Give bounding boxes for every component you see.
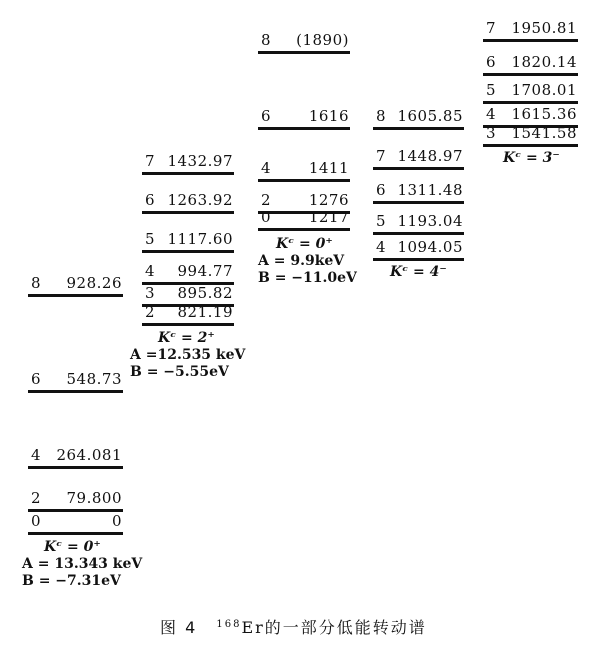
- b-parameter: B = −5.55eV: [130, 364, 229, 380]
- a-parameter: A = 9.9keV: [258, 253, 345, 269]
- level-energy: (1890): [296, 31, 349, 49]
- level-beta-8: [258, 30, 350, 54]
- k-quantum-label: Kᶜ = 2⁺: [158, 330, 215, 346]
- a-parameter: A = 13.343 keV: [22, 556, 143, 572]
- level-spin: 4: [486, 105, 496, 123]
- level-energy: 1708.01: [511, 81, 577, 99]
- level-line: [373, 127, 464, 130]
- level-energy: 1820.14: [511, 53, 577, 71]
- level-spin: 7: [145, 152, 155, 170]
- level-spin: 0: [31, 512, 41, 530]
- level-energy: 1263.92: [167, 191, 233, 209]
- level-k4-4: [373, 237, 464, 261]
- k-quantum-label: Kᶜ = 0⁺: [276, 236, 333, 252]
- level-line: [258, 51, 350, 54]
- level-beta-4: [258, 158, 350, 182]
- a-parameter: A =12.535 keV: [130, 347, 246, 363]
- level-energy: 1432.97: [167, 152, 233, 170]
- level-spin: 5: [376, 212, 386, 230]
- level-energy: 1311.48: [397, 181, 463, 199]
- band-parameters-gamma: [130, 330, 245, 381]
- level-line: [142, 211, 234, 214]
- level-gamma-6: [142, 190, 234, 214]
- level-line: [28, 532, 123, 535]
- level-energy: 548.73: [66, 370, 122, 388]
- level-energy: 1950.81: [511, 19, 577, 37]
- level-k4-8: [373, 106, 464, 130]
- level-energy: 264.081: [56, 446, 122, 464]
- level-gsb-6: [28, 369, 123, 393]
- level-k4-7: [373, 146, 464, 170]
- level-k3-5: [483, 80, 578, 104]
- level-k3-3: [483, 123, 578, 147]
- level-spin: 3: [145, 284, 155, 302]
- level-line: [483, 39, 578, 42]
- level-energy: 1117.60: [167, 230, 233, 248]
- level-energy: 1541.58: [511, 124, 577, 142]
- level-beta-0: [258, 207, 350, 231]
- level-energy: 79.800: [66, 489, 122, 507]
- level-spin: 0: [261, 208, 271, 226]
- level-gsb-0: [28, 511, 123, 535]
- caption-text: 的一部分低能转动谱: [264, 618, 427, 637]
- level-line: [373, 258, 464, 261]
- level-energy: 928.26: [66, 274, 122, 292]
- level-energy: 1411: [308, 159, 349, 177]
- level-spin: 7: [376, 147, 386, 165]
- level-spin: 3: [486, 124, 496, 142]
- level-line: [373, 167, 464, 170]
- level-spin: 7: [486, 19, 496, 37]
- level-line: [28, 466, 123, 469]
- mass-number: 168: [216, 618, 242, 630]
- level-k4-6: [373, 180, 464, 204]
- level-spin: 5: [145, 230, 155, 248]
- level-gamma-4: [142, 261, 234, 285]
- level-spin: 6: [145, 191, 155, 209]
- level-spin: 8: [261, 31, 271, 49]
- level-spin: 8: [31, 274, 41, 292]
- level-spin: 2: [145, 303, 155, 321]
- level-line: [373, 232, 464, 235]
- level-line: [28, 390, 123, 393]
- figure-number: 图 4: [160, 618, 198, 637]
- level-spin: 6: [376, 181, 386, 199]
- level-energy: 1193.04: [397, 212, 463, 230]
- level-gsb-4: [28, 445, 123, 469]
- level-energy: 1616: [308, 107, 349, 125]
- level-line: [28, 294, 123, 297]
- level-spin: 5: [486, 81, 496, 99]
- level-line: [142, 172, 234, 175]
- b-parameter: B = −11.0eV: [258, 270, 357, 286]
- level-spin: 4: [261, 159, 271, 177]
- level-energy: 1276: [308, 191, 349, 209]
- level-spin: 4: [376, 238, 386, 256]
- level-spin: 6: [486, 53, 496, 71]
- k-quantum-label: Kᶜ = 3⁻: [503, 150, 560, 166]
- level-spin: 2: [31, 489, 41, 507]
- level-k3-7: [483, 18, 578, 42]
- level-energy: 821.19: [177, 303, 233, 321]
- level-gamma-5: [142, 229, 234, 253]
- level-spin: 6: [261, 107, 271, 125]
- level-line: [258, 179, 350, 182]
- level-energy: 1615.36: [511, 105, 577, 123]
- level-k3-6: [483, 52, 578, 76]
- band-parameters-beta: [258, 236, 357, 287]
- level-energy: 0: [111, 512, 122, 530]
- level-energy: 1605.85: [397, 107, 463, 125]
- level-line: [373, 201, 464, 204]
- level-energy: 1094.05: [397, 238, 463, 256]
- level-line: [142, 250, 234, 253]
- level-line: [258, 228, 350, 231]
- band-parameters-gsb: [22, 539, 142, 590]
- level-line: [483, 144, 578, 147]
- level-spin: 4: [145, 262, 155, 280]
- level-energy: 1448.97: [397, 147, 463, 165]
- element-symbol: Er: [241, 618, 265, 637]
- level-gsb-8: [28, 273, 123, 297]
- level-k4-5: [373, 211, 464, 235]
- band-parameters-k3: [503, 150, 560, 167]
- level-spin: 8: [376, 107, 386, 125]
- level-line: [142, 323, 234, 326]
- level-spin: 4: [31, 446, 41, 464]
- level-spin: 2: [261, 191, 271, 209]
- b-parameter: B = −7.31eV: [22, 573, 121, 589]
- level-gamma-2: [142, 302, 234, 326]
- level-spin: 6: [31, 370, 41, 388]
- level-gamma-7: [142, 151, 234, 175]
- level-beta-6: [258, 106, 350, 130]
- level-energy: 1217: [308, 208, 349, 226]
- level-line: [258, 127, 350, 130]
- level-energy: 895.82: [177, 284, 233, 302]
- band-parameters-k4: [390, 264, 447, 281]
- k-quantum-label: Kᶜ = 4⁻: [390, 264, 447, 280]
- level-line: [483, 73, 578, 76]
- level-energy: 994.77: [177, 262, 233, 280]
- figure-caption: [160, 615, 427, 638]
- k-quantum-label: Kᶜ = 0⁺: [44, 539, 101, 555]
- level-gsb-2: [28, 488, 123, 512]
